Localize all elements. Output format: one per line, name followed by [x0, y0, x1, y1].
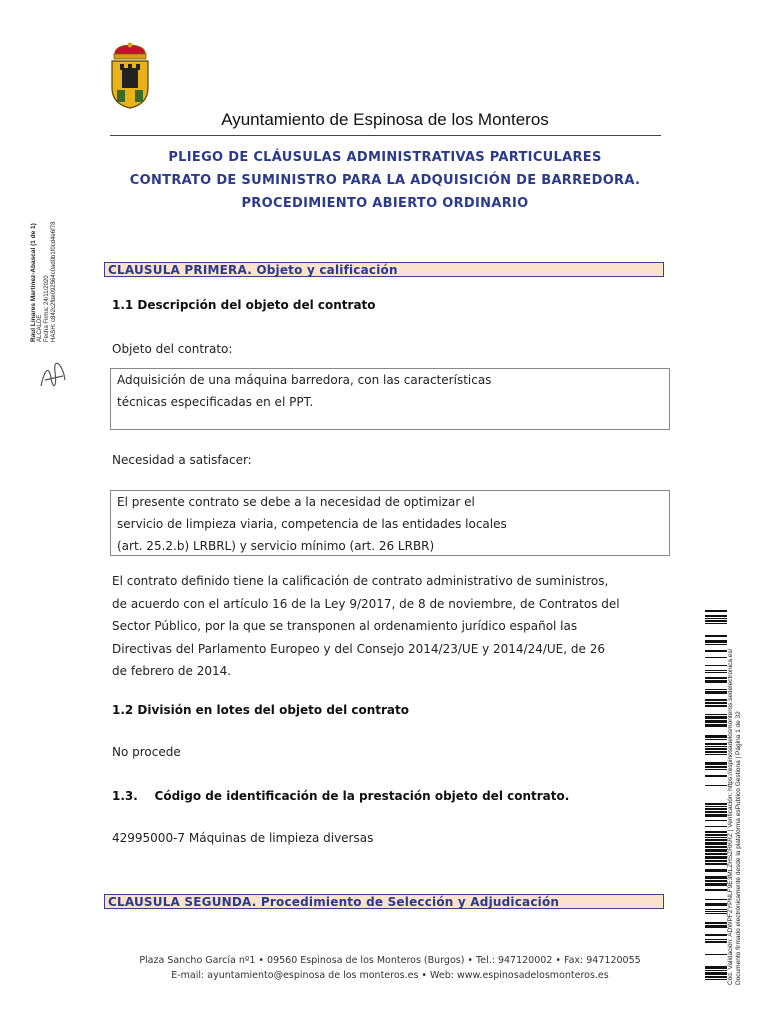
object-label: Objeto del contrato: [112, 342, 233, 356]
title-divider [110, 135, 661, 136]
object-box-line: técnicas especificadas en el PPT. [117, 395, 314, 409]
need-box-line: (art. 25.2.b) LRBRL) y servicio mínimo (art. 26 LRBR) [117, 539, 435, 553]
clause-2-title: CLAUSULA SEGUNDA. Procedimiento de Selección y Adjudicación [104, 894, 664, 909]
barcode-icon [705, 610, 727, 980]
signer-name: Raul Linares Martinez-Abascal (1 de 1) [30, 223, 37, 342]
clause-1-title: CLAUSULA PRIMERA. Objeto y calificación [104, 262, 664, 277]
coat-of-arms-icon [107, 42, 153, 110]
organization-title: Ayuntamiento de Espinosa de los Monteros [221, 110, 549, 129]
section-1-2-text: No procede [112, 745, 181, 759]
object-box-line: Adquisición de una máquina barredora, con las características [117, 373, 492, 387]
paragraph-line: de acuerdo con el artículo 16 de la Ley 9/2017, de 8 de noviembre, de Contratos del [112, 596, 620, 611]
need-description-box [110, 490, 670, 556]
signer-role: ALCALDE [37, 314, 43, 342]
need-label: Necesidad a satisfacer: [112, 453, 252, 467]
paragraph-line: Directivas del Parlamento Europeo y del Consejo 2014/23/UE y 2014/24/UE, de 26 [112, 641, 605, 656]
section-1-3-text: 42995000-7 Máquinas de limpieza diversas [112, 831, 374, 845]
object-description-box [110, 368, 670, 430]
document-title-line-3: PROCEDIMIENTO ABIERTO ORDINARIO [241, 196, 529, 211]
section-1-2-heading: 1.2 División en lotes del objeto del contrato [112, 703, 409, 717]
classification-paragraph [112, 570, 660, 683]
need-box-line: servicio de limpieza viaria, competencia de las entidades locales [117, 517, 507, 531]
footer-address: Plaza Sancho García nº1 • 09560 Espinosa de los Monteros (Burgos) • Tel.: 947120002 • Fax: 947120055 [139, 955, 641, 966]
document-title-line-1: PLIEGO DE CLÁUSULAS ADMINISTRATIVAS PARTICULARES [168, 150, 602, 165]
paragraph-line: de febrero de 2014. [112, 664, 232, 678]
section-1-1-heading: 1.1 Descripción del objeto del contrato [112, 298, 376, 312]
footer-contact: E-mail: ayuntamiento@espinosa de los monteros.es • Web: www.espinosadelosmonteros.es [171, 970, 609, 981]
validation-code: Cód. Validación: ADWPFZYPNLF9E3MLZHSZRKRZ | Verificación: https://espinosadelosmonteros.sedelectronica.es/ [727, 648, 734, 985]
validation-platform: Documento firmado electrónicamente desde la plataforma esPublico Gestiona | Página 1 de 32 [735, 711, 742, 985]
paragraph-line: El contrato definido tiene la calificación de contrato administrativo de suministros, [112, 574, 609, 588]
need-box-line: El presente contrato se debe a la necesidad de optimizar el [117, 495, 475, 509]
signature-hash: HASH: c842c2fbe092564c0ad0b1f0cd4e6f78 [51, 221, 57, 342]
handwritten-signature-icon [35, 358, 71, 394]
paragraph-line: Sector Público, por la que se transponen al ordenamiento jurídico español las [112, 619, 578, 633]
section-1-3-heading: 1.3. Código de identificación de la prestación objeto del contrato. [112, 789, 570, 803]
document-title-line-2: CONTRATO DE SUMINISTRO PARA LA ADQUISICIÓN DE BARREDORA. [129, 173, 641, 188]
signature-date: Fecha Firma: 24/11/2020 [44, 275, 50, 342]
